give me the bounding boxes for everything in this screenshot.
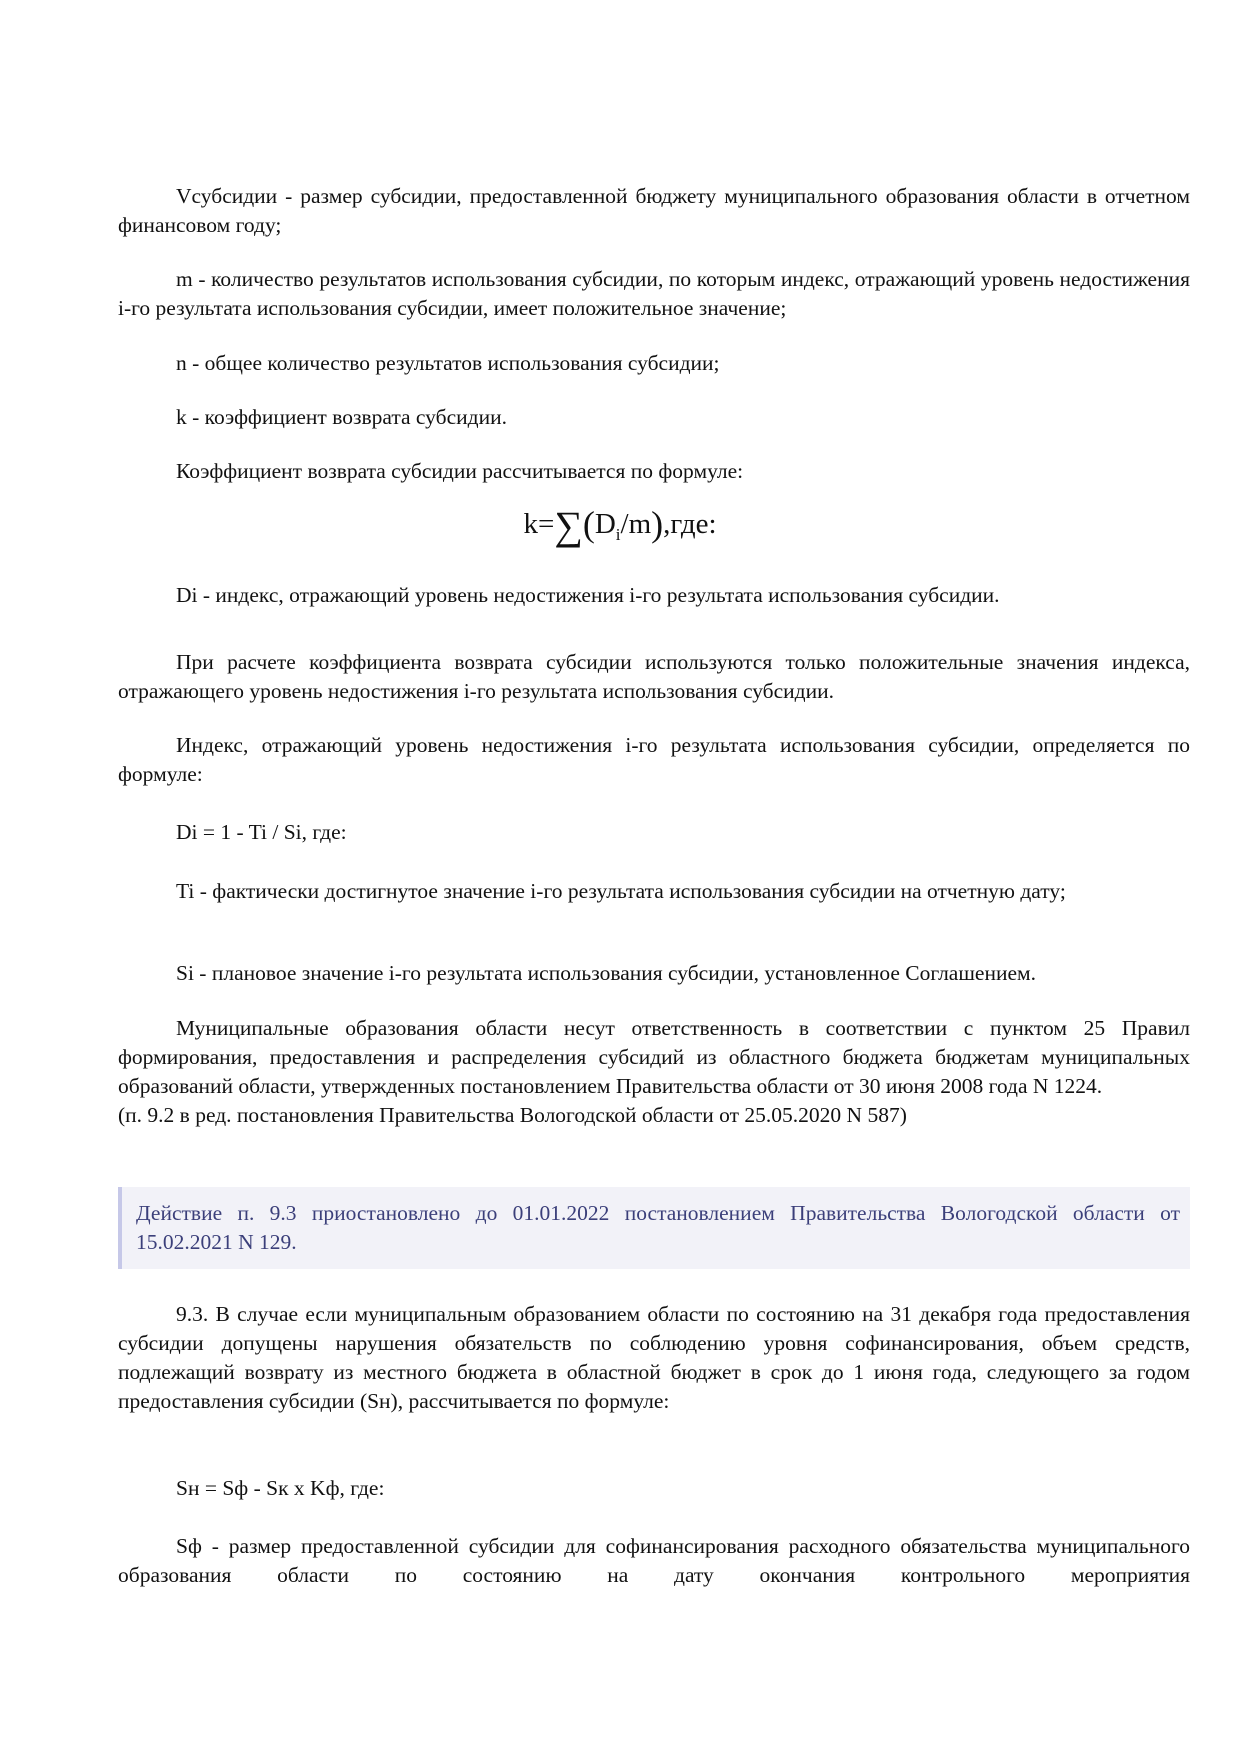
edit-note: (п. 9.2 в ред. постановления Правительства Вологодской области от 25.05.2020 N 587) <box>118 1103 907 1127</box>
paragraph-k-formula-intro: Коэффициент возврата субсидии рассчитывается по формуле: <box>176 459 744 483</box>
paragraph-di-formula: Di = 1 - Ti / Si, где: <box>176 820 347 844</box>
paragraph-responsibility: Муниципальные образования области несут ответственность в соответствии с пунктом 25 Правил формирования, предоставления и распределения субсидий из областного бюджета бюджетам муниципальных образований области, утвержденных постановлением Правительства области от 30 июня 2008 года N 1224. <box>118 1016 1190 1098</box>
paragraph-k-definition: k - коэффициент возврата субсидии. <box>176 405 507 429</box>
formula-rest: /m <box>620 508 652 540</box>
paragraph-responsibility-block <box>118 1014 1190 1130</box>
sum-symbol: ∑ <box>554 503 583 548</box>
paragraph-positive-values: При расчете коэффициента возврата субсидии используются только положительные значения индекса, отражающего уровень недостижения i-го результата использования субсидии. <box>118 650 1190 703</box>
formula-paren-close: ) <box>651 504 664 544</box>
paragraph-sn-formula: Sн = Sф - Sк x Kф, где: <box>176 1476 385 1500</box>
paragraph-di-definition: Di - индекс, отражающий уровень недостижения i-го результата использования субсидии. <box>176 583 1000 607</box>
paragraph-di-formula-intro: Индекс, отражающий уровень недостижения i-го результата использования субсидии, определяется по формуле: <box>118 733 1190 786</box>
paragraph-si-definition: Si - плановое значение i-го результата использования субсидии, установленное Соглашением. <box>176 961 1036 985</box>
formula-var: D <box>594 508 616 540</box>
paragraph-sf-definition: Sф - размер предоставленной субсидии для софинансирования расходного обязательства муниципального образования области по состоянию на дату окончания контрольного мероприятия <box>118 1534 1190 1587</box>
formula-paren-open: ( <box>582 504 595 544</box>
paragraph-n-definition: n - общее количество результатов использования субсидии; <box>176 351 720 375</box>
paragraph-m-definition: m - количество результатов использования субсидии, по которым индекс, отражающий уровень недостижения i-го результата использования субсидии, имеет положительное значение; <box>118 267 1190 320</box>
formula-subscript: i <box>615 524 621 544</box>
suspension-note: Действие п. 9.3 приостановлено до 01.01.2022 постановлением Правительства Вологодской области от 15.02.2021 N 129. <box>118 1187 1190 1269</box>
formula-tail: ,где: <box>663 508 717 540</box>
paragraph-ti-definition: Ti - фактически достигнутое значение i-го результата использования субсидии на отчетную дату; <box>176 879 1066 903</box>
formula-lhs: k= <box>523 508 555 540</box>
paragraph-v-subsidy: Vсубсидии - размер субсидии, предоставленной бюджету муниципального образования области в отчетном финансовом году; <box>118 184 1190 237</box>
paragraph-9-3: 9.3. В случае если муниципальным образованием области по состоянию на 31 декабря года предоставления субсидии допущены нарушения обязательств по соблюдению уровня софинансирования, объем средств, подлежащий возврату из местного бюджета в областной бюджет в срок до 1 июня года, следующего за годом предоставления субсидии (Sн), рассчитывается по формуле: <box>118 1302 1190 1413</box>
formula-k <box>0 502 1240 549</box>
